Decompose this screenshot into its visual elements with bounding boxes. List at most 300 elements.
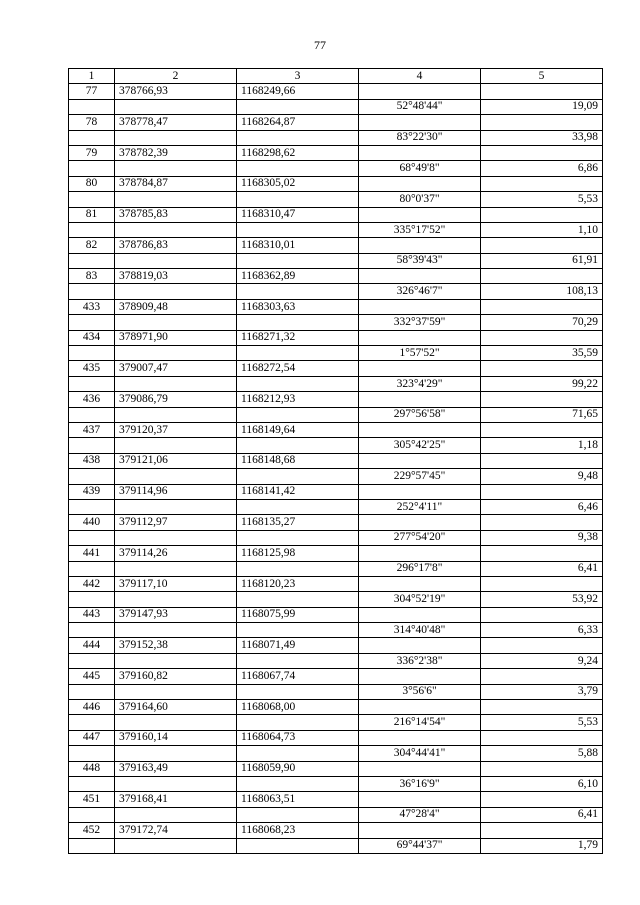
table-row — [69, 207, 603, 222]
direction-angle-cell — [359, 84, 481, 99]
point-number-cell: 437 — [69, 422, 115, 437]
distance-cell — [481, 792, 603, 807]
direction-angle-cell: 304°44'41" — [359, 746, 481, 761]
point-number-cell: 81 — [69, 207, 115, 222]
x-coordinate-cell: 379160,14 — [115, 730, 237, 745]
direction-angle-cell: 277°54'20" — [359, 530, 481, 545]
distance-cell — [481, 392, 603, 407]
y-coordinate-cell: 1168141,42 — [237, 484, 359, 499]
direction-angle-cell: 296°17'8" — [359, 561, 481, 576]
y-coordinate-cell: 1168067,74 — [237, 669, 359, 684]
distance-cell: 108,13 — [481, 284, 603, 299]
table-row — [69, 269, 603, 284]
distance-cell — [481, 453, 603, 468]
direction-angle-cell — [359, 823, 481, 838]
distance-cell: 6,41 — [481, 561, 603, 576]
table-row — [69, 530, 603, 545]
table-row — [69, 653, 603, 668]
direction-angle-cell — [359, 392, 481, 407]
table-row — [69, 776, 603, 791]
point-number-cell: 444 — [69, 638, 115, 653]
distance-cell: 3,79 — [481, 684, 603, 699]
y-coordinate-cell — [237, 623, 359, 638]
y-coordinate-cell — [237, 438, 359, 453]
point-number-cell — [69, 807, 115, 822]
point-number-cell — [69, 284, 115, 299]
distance-cell — [481, 484, 603, 499]
point-number-cell: 451 — [69, 792, 115, 807]
y-coordinate-cell — [237, 499, 359, 514]
point-number-cell: 433 — [69, 299, 115, 314]
point-number-cell — [69, 715, 115, 730]
distance-cell: 19,09 — [481, 99, 603, 114]
point-number-cell — [69, 192, 115, 207]
direction-angle-cell: 3°56'6" — [359, 684, 481, 699]
x-coordinate-cell: 379164,60 — [115, 700, 237, 715]
table-row — [69, 515, 603, 530]
point-number-cell: 82 — [69, 238, 115, 253]
x-coordinate-cell — [115, 653, 237, 668]
y-coordinate-cell — [237, 161, 359, 176]
distance-cell — [481, 145, 603, 160]
table-row — [69, 715, 603, 730]
table-row — [69, 299, 603, 314]
direction-angle-cell — [359, 145, 481, 160]
x-coordinate-cell — [115, 99, 237, 114]
y-coordinate-cell — [237, 715, 359, 730]
distance-cell — [481, 207, 603, 222]
direction-angle-cell: 304°52'19" — [359, 592, 481, 607]
direction-angle-cell: 323°4'29" — [359, 376, 481, 391]
point-number-cell: 435 — [69, 361, 115, 376]
table-row — [69, 807, 603, 822]
point-number-cell — [69, 561, 115, 576]
y-coordinate-cell: 1168298,62 — [237, 145, 359, 160]
table-row — [69, 484, 603, 499]
point-number-cell: 442 — [69, 576, 115, 591]
x-coordinate-cell: 379172,74 — [115, 823, 237, 838]
y-coordinate-cell — [237, 99, 359, 114]
y-coordinate-cell: 1168064,73 — [237, 730, 359, 745]
y-coordinate-cell: 1168059,90 — [237, 761, 359, 776]
table-row — [69, 145, 603, 160]
direction-angle-cell: 314°40'48" — [359, 623, 481, 638]
point-number-cell: 80 — [69, 176, 115, 191]
direction-angle-cell: 252°4'11" — [359, 499, 481, 514]
distance-cell: 9,24 — [481, 653, 603, 668]
x-coordinate-cell — [115, 284, 237, 299]
x-coordinate-cell — [115, 407, 237, 422]
x-coordinate-cell — [115, 530, 237, 545]
point-number-cell: 446 — [69, 700, 115, 715]
direction-angle-cell: 52°48'44" — [359, 99, 481, 114]
y-coordinate-cell — [237, 684, 359, 699]
y-coordinate-cell — [237, 130, 359, 145]
table-row — [69, 392, 603, 407]
x-coordinate-cell — [115, 376, 237, 391]
y-coordinate-cell: 1168271,32 — [237, 330, 359, 345]
table-row — [69, 84, 603, 99]
x-coordinate-cell: 379120,37 — [115, 422, 237, 437]
direction-angle-cell: 336°2'38" — [359, 653, 481, 668]
x-coordinate-cell — [115, 592, 237, 607]
point-number-cell: 441 — [69, 546, 115, 561]
point-number-cell: 438 — [69, 453, 115, 468]
x-coordinate-cell: 379007,47 — [115, 361, 237, 376]
direction-angle-cell — [359, 792, 481, 807]
table-row — [69, 746, 603, 761]
y-coordinate-cell: 1168303,63 — [237, 299, 359, 314]
direction-angle-cell: 69°44'37" — [359, 838, 481, 853]
table-row — [69, 222, 603, 237]
direction-angle-cell: 36°16'9" — [359, 776, 481, 791]
direction-angle-cell: 68°49'8" — [359, 161, 481, 176]
distance-cell — [481, 422, 603, 437]
direction-angle-cell: 335°17'52" — [359, 222, 481, 237]
distance-cell: 5,88 — [481, 746, 603, 761]
y-coordinate-cell: 1168071,49 — [237, 638, 359, 653]
point-number-cell: 452 — [69, 823, 115, 838]
y-coordinate-cell: 1168212,93 — [237, 392, 359, 407]
point-number-cell — [69, 253, 115, 268]
x-coordinate-cell — [115, 192, 237, 207]
y-coordinate-cell — [237, 376, 359, 391]
distance-cell: 5,53 — [481, 192, 603, 207]
point-number-cell — [69, 530, 115, 545]
table-row — [69, 592, 603, 607]
point-number-cell — [69, 746, 115, 761]
y-coordinate-cell — [237, 222, 359, 237]
point-number-cell: 448 — [69, 761, 115, 776]
direction-angle-cell: 326°46'7" — [359, 284, 481, 299]
direction-angle-cell — [359, 546, 481, 561]
table-row — [69, 238, 603, 253]
table-header-row — [69, 69, 603, 84]
x-coordinate-cell — [115, 315, 237, 330]
distance-cell: 33,98 — [481, 130, 603, 145]
y-coordinate-cell — [237, 561, 359, 576]
point-number-cell — [69, 161, 115, 176]
table-row — [69, 576, 603, 591]
y-coordinate-cell — [237, 530, 359, 545]
distance-cell: 5,53 — [481, 715, 603, 730]
y-coordinate-cell: 1168249,66 — [237, 84, 359, 99]
distance-cell — [481, 576, 603, 591]
table-row — [69, 669, 603, 684]
distance-cell: 6,86 — [481, 161, 603, 176]
point-number-cell — [69, 376, 115, 391]
table-row — [69, 253, 603, 268]
y-coordinate-cell: 1168272,54 — [237, 361, 359, 376]
table-row — [69, 407, 603, 422]
point-number-cell: 443 — [69, 607, 115, 622]
distance-cell: 9,38 — [481, 530, 603, 545]
y-coordinate-cell: 1168362,89 — [237, 269, 359, 284]
x-coordinate-cell — [115, 161, 237, 176]
x-coordinate-cell: 379147,93 — [115, 607, 237, 622]
distance-cell: 1,10 — [481, 222, 603, 237]
x-coordinate-cell — [115, 222, 237, 237]
distance-cell — [481, 84, 603, 99]
y-coordinate-cell: 1168075,99 — [237, 607, 359, 622]
column-header-5: 5 — [481, 69, 603, 84]
point-number-cell — [69, 653, 115, 668]
table-row — [69, 422, 603, 437]
direction-angle-cell — [359, 115, 481, 130]
table-row — [69, 346, 603, 361]
point-number-cell: 436 — [69, 392, 115, 407]
distance-cell — [481, 361, 603, 376]
y-coordinate-cell: 1168148,68 — [237, 453, 359, 468]
direction-angle-cell: 229°57'45" — [359, 469, 481, 484]
table-row — [69, 838, 603, 853]
distance-cell: 6,41 — [481, 807, 603, 822]
x-coordinate-cell — [115, 746, 237, 761]
x-coordinate-cell — [115, 684, 237, 699]
y-coordinate-cell: 1168120,23 — [237, 576, 359, 591]
x-coordinate-cell: 378766,93 — [115, 84, 237, 99]
point-number-cell — [69, 99, 115, 114]
table-row — [69, 130, 603, 145]
y-coordinate-cell — [237, 407, 359, 422]
x-coordinate-cell: 379112,97 — [115, 515, 237, 530]
x-coordinate-cell: 378778,47 — [115, 115, 237, 130]
direction-angle-cell — [359, 207, 481, 222]
direction-angle-cell — [359, 238, 481, 253]
y-coordinate-cell — [237, 592, 359, 607]
x-coordinate-cell: 379121,06 — [115, 453, 237, 468]
table-row — [69, 192, 603, 207]
direction-angle-cell: 80°0'37" — [359, 192, 481, 207]
y-coordinate-cell: 1168068,23 — [237, 823, 359, 838]
direction-angle-cell — [359, 453, 481, 468]
distance-cell — [481, 700, 603, 715]
direction-angle-cell — [359, 484, 481, 499]
table-row — [69, 99, 603, 114]
x-coordinate-cell: 378819,03 — [115, 269, 237, 284]
point-number-cell — [69, 130, 115, 145]
y-coordinate-cell — [237, 807, 359, 822]
direction-angle-cell — [359, 299, 481, 314]
point-number-cell: 79 — [69, 145, 115, 160]
distance-cell: 9,48 — [481, 469, 603, 484]
x-coordinate-cell — [115, 623, 237, 638]
distance-cell: 99,22 — [481, 376, 603, 391]
point-number-cell — [69, 222, 115, 237]
y-coordinate-cell — [237, 253, 359, 268]
y-coordinate-cell — [237, 776, 359, 791]
point-number-cell — [69, 499, 115, 514]
x-coordinate-cell: 378786,83 — [115, 238, 237, 253]
table-row — [69, 176, 603, 191]
x-coordinate-cell: 378784,87 — [115, 176, 237, 191]
y-coordinate-cell: 1168310,47 — [237, 207, 359, 222]
distance-cell — [481, 176, 603, 191]
x-coordinate-cell — [115, 838, 237, 853]
x-coordinate-cell — [115, 438, 237, 453]
direction-angle-cell — [359, 669, 481, 684]
y-coordinate-cell — [237, 838, 359, 853]
table-row — [69, 161, 603, 176]
table-row — [69, 638, 603, 653]
distance-cell — [481, 515, 603, 530]
y-coordinate-cell: 1168149,64 — [237, 422, 359, 437]
x-coordinate-cell: 379114,96 — [115, 484, 237, 499]
table-row — [69, 453, 603, 468]
y-coordinate-cell — [237, 192, 359, 207]
direction-angle-cell — [359, 576, 481, 591]
table-row — [69, 561, 603, 576]
distance-cell — [481, 730, 603, 745]
point-number-cell: 78 — [69, 115, 115, 130]
direction-angle-cell — [359, 607, 481, 622]
column-header-4: 4 — [359, 69, 481, 84]
direction-angle-cell: 305°42'25" — [359, 438, 481, 453]
direction-angle-cell: 58°39'43" — [359, 253, 481, 268]
x-coordinate-cell — [115, 499, 237, 514]
x-coordinate-cell: 379163,49 — [115, 761, 237, 776]
distance-cell: 6,46 — [481, 499, 603, 514]
table-body — [69, 84, 603, 854]
direction-angle-cell — [359, 730, 481, 745]
point-number-cell — [69, 315, 115, 330]
x-coordinate-cell — [115, 253, 237, 268]
x-coordinate-cell: 379117,10 — [115, 576, 237, 591]
page-number: 77 — [314, 38, 326, 52]
y-coordinate-cell: 1168310,01 — [237, 238, 359, 253]
y-coordinate-cell — [237, 746, 359, 761]
direction-angle-cell — [359, 761, 481, 776]
distance-cell: 61,91 — [481, 253, 603, 268]
x-coordinate-cell: 379160,82 — [115, 669, 237, 684]
table-row — [69, 330, 603, 345]
y-coordinate-cell: 1168125,98 — [237, 546, 359, 561]
table-row — [69, 115, 603, 130]
distance-cell — [481, 669, 603, 684]
point-number-cell — [69, 623, 115, 638]
distance-cell: 1,18 — [481, 438, 603, 453]
y-coordinate-cell — [237, 469, 359, 484]
point-number-cell: 445 — [69, 669, 115, 684]
table-row — [69, 499, 603, 514]
x-coordinate-cell: 378909,48 — [115, 299, 237, 314]
point-number-cell: 77 — [69, 84, 115, 99]
x-coordinate-cell — [115, 715, 237, 730]
x-coordinate-cell: 378785,83 — [115, 207, 237, 222]
table-row — [69, 684, 603, 699]
x-coordinate-cell: 378971,90 — [115, 330, 237, 345]
x-coordinate-cell — [115, 130, 237, 145]
direction-angle-cell — [359, 330, 481, 345]
distance-cell — [481, 607, 603, 622]
table-row — [69, 315, 603, 330]
coordinates-table — [68, 68, 603, 854]
x-coordinate-cell: 379114,26 — [115, 546, 237, 561]
point-number-cell: 83 — [69, 269, 115, 284]
direction-angle-cell: 47°28'4" — [359, 807, 481, 822]
table-row — [69, 546, 603, 561]
direction-angle-cell: 83°22'30" — [359, 130, 481, 145]
table-row — [69, 284, 603, 299]
direction-angle-cell: 216°14'54" — [359, 715, 481, 730]
distance-cell — [481, 115, 603, 130]
table-row — [69, 623, 603, 638]
direction-angle-cell — [359, 176, 481, 191]
y-coordinate-cell: 1168305,02 — [237, 176, 359, 191]
y-coordinate-cell — [237, 346, 359, 361]
y-coordinate-cell — [237, 653, 359, 668]
direction-angle-cell: 332°37'59" — [359, 315, 481, 330]
x-coordinate-cell — [115, 346, 237, 361]
point-number-cell — [69, 438, 115, 453]
point-number-cell — [69, 684, 115, 699]
distance-cell — [481, 638, 603, 653]
direction-angle-cell — [359, 269, 481, 284]
direction-angle-cell — [359, 361, 481, 376]
distance-cell: 35,59 — [481, 346, 603, 361]
x-coordinate-cell: 379086,79 — [115, 392, 237, 407]
point-number-cell: 434 — [69, 330, 115, 345]
y-coordinate-cell: 1168264,87 — [237, 115, 359, 130]
point-number-cell: 447 — [69, 730, 115, 745]
distance-cell: 1,79 — [481, 838, 603, 853]
y-coordinate-cell — [237, 284, 359, 299]
distance-cell — [481, 761, 603, 776]
point-number-cell — [69, 469, 115, 484]
table-row — [69, 607, 603, 622]
x-coordinate-cell — [115, 776, 237, 791]
y-coordinate-cell: 1168063,51 — [237, 792, 359, 807]
direction-angle-cell: 297°56'58" — [359, 407, 481, 422]
distance-cell — [481, 823, 603, 838]
column-header-3: 3 — [237, 69, 359, 84]
x-coordinate-cell — [115, 561, 237, 576]
direction-angle-cell — [359, 700, 481, 715]
table-row — [69, 700, 603, 715]
point-number-cell: 440 — [69, 515, 115, 530]
direction-angle-cell — [359, 638, 481, 653]
column-header-1: 1 — [69, 69, 115, 84]
direction-angle-cell: 1°57'52" — [359, 346, 481, 361]
table-row — [69, 761, 603, 776]
distance-cell — [481, 299, 603, 314]
distance-cell: 70,29 — [481, 315, 603, 330]
table-row — [69, 438, 603, 453]
column-header-2: 2 — [115, 69, 237, 84]
distance-cell — [481, 546, 603, 561]
distance-cell: 6,10 — [481, 776, 603, 791]
distance-cell: 71,65 — [481, 407, 603, 422]
y-coordinate-cell: 1168135,27 — [237, 515, 359, 530]
x-coordinate-cell: 378782,39 — [115, 145, 237, 160]
table-row — [69, 376, 603, 391]
y-coordinate-cell — [237, 315, 359, 330]
x-coordinate-cell: 379152,38 — [115, 638, 237, 653]
x-coordinate-cell — [115, 469, 237, 484]
distance-cell — [481, 330, 603, 345]
direction-angle-cell — [359, 515, 481, 530]
distance-cell — [481, 238, 603, 253]
distance-cell — [481, 269, 603, 284]
y-coordinate-cell: 1168068,00 — [237, 700, 359, 715]
table-row — [69, 469, 603, 484]
x-coordinate-cell — [115, 807, 237, 822]
table-row — [69, 361, 603, 376]
direction-angle-cell — [359, 422, 481, 437]
point-number-cell — [69, 407, 115, 422]
point-number-cell — [69, 838, 115, 853]
point-number-cell — [69, 346, 115, 361]
